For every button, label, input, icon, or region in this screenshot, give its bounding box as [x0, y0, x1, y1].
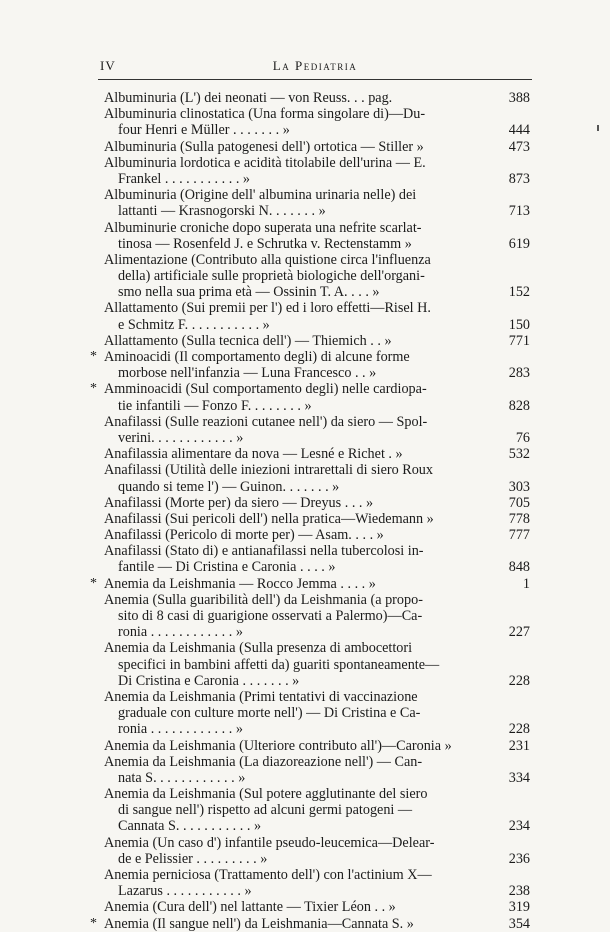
entry-text: four Henri e Müller . . . . . . . » [118, 122, 290, 139]
entry-text: lattanti — Krasnogorski N. . . . . . . » [118, 203, 326, 220]
entry-text: Anemia (Sulla guaribilità dell') da Leishmania (a propo- [104, 591, 423, 608]
index-entry [104, 835, 530, 867]
entry-page-number: 236 [508, 850, 530, 867]
entry-text: Anemia da Leishmania — Rocco Jemma . . . . » [104, 575, 376, 592]
entry-text: Anafilassi (Pericolo di morte per) — Asam. . . . » [104, 527, 384, 544]
entry-text: Anemia (Il sangue nell') da Leishmania—Cannata S. » [104, 915, 414, 932]
entry-line [104, 689, 530, 705]
running-title: La Pediatria [272, 58, 358, 73]
index-entry [104, 220, 530, 252]
entry-text: Anemia perniciosa (Trattamento dell') con l'actinium X— [104, 867, 432, 883]
entry-page-number: 231 [508, 737, 530, 754]
entry-text: Anemia (Cura dell') nel lattante — Tixier Léon . . » [104, 899, 396, 916]
entry-text: Albuminuria clinostatica (Una forma singolare di)—Du- [104, 106, 426, 123]
index-entry [104, 592, 530, 641]
index-entry [104, 867, 530, 899]
entry-page-number: 619 [508, 235, 530, 252]
entry-line [90, 349, 530, 365]
entry-line [104, 673, 530, 689]
entry-line [104, 317, 530, 333]
asterisk-mark: * [90, 915, 97, 931]
entry-page-number: 778 [508, 510, 530, 527]
entry-page-number: 444 [508, 122, 530, 139]
entry-text: verini. . . . . . . . . . . . » [118, 429, 244, 446]
index-entry [104, 139, 530, 155]
index-entry [104, 640, 530, 689]
entry-line [104, 770, 530, 786]
index-entry [104, 527, 530, 543]
entry-text: Anemia da Leishmania (Ulteriore contributo all')—Caronia » [104, 737, 452, 754]
page-header [100, 58, 530, 78]
entry-page-number: 238 [508, 883, 530, 900]
entry-page-number: 303 [508, 478, 530, 495]
entry-line [104, 252, 530, 268]
entry-line [104, 899, 530, 915]
entry-line [104, 511, 530, 527]
index-entry [104, 252, 530, 301]
entry-text: Albuminuria (Origine dell' albumina urinaria nelle) dei [104, 187, 417, 204]
index-entry [104, 689, 530, 738]
entry-page-number: 705 [508, 494, 530, 511]
entry-text: della) artificiale sulle proprietà biologiche dell'organi- [118, 268, 425, 285]
entry-page-number: 234 [508, 818, 530, 835]
entry-line [104, 236, 530, 252]
entry-line [104, 139, 530, 155]
entry-line [104, 495, 530, 511]
entry-line [104, 187, 530, 203]
index-entry [104, 738, 530, 754]
entry-page-number: 873 [508, 170, 530, 187]
entry-text: morbose nell'infanzia — Luna Francesco . . » [118, 365, 377, 382]
entry-text: Alimentazione (Contributo alla quistione circa l'influenza [104, 251, 431, 268]
entry-line [104, 786, 530, 802]
entry-line [104, 333, 530, 349]
index-entry [104, 155, 530, 187]
entry-page-number: 532 [508, 446, 530, 463]
entry-line [104, 414, 530, 430]
entry-page-number: 283 [508, 365, 530, 382]
index-entry [104, 333, 530, 349]
entry-page-number: 828 [508, 397, 530, 414]
entry-line [104, 284, 530, 300]
entry-text: Anafilassia alimentare da nova — Lesné e Richet . » [104, 446, 403, 463]
entry-line [104, 624, 530, 640]
index-entry [104, 786, 530, 835]
entry-line [104, 479, 530, 495]
entry-line [104, 818, 530, 834]
entry-line [104, 122, 530, 138]
index-entry [90, 915, 530, 932]
index-entry [104, 90, 530, 106]
entry-text: tinosa — Rosenfeld J. e Schrutka v. Rectenstamm » [118, 235, 412, 252]
index-entry [104, 106, 530, 138]
entry-text: Allattamento (Sulla tecnica dell') — Thiemich . . » [104, 332, 392, 349]
entry-text: Aminoacidi (Il comportamento degli) di alcune forme [104, 349, 410, 365]
index-entry [104, 414, 530, 446]
asterisk-mark: * [90, 381, 97, 397]
entry-text: smo nella sua prima età — Ossinin T. A. . . . » [118, 284, 380, 301]
index-entry [90, 381, 530, 414]
entry-text: Albuminurie croniche dopo superata una nefrite scarlat- [104, 219, 422, 236]
index-entry [104, 754, 530, 786]
entry-text: Allattamento (Sui premii per l') ed i loro effetti—Risel H. [104, 300, 431, 317]
entry-line [104, 802, 530, 818]
entry-text: graduale con culture morte nell') — Di Cristina e Ca- [118, 705, 421, 722]
entry-page-number: 777 [508, 527, 530, 544]
index-list [90, 90, 530, 932]
entry-text: Anemia da Leishmania (Sulla presenza di ambocettori [104, 640, 413, 657]
entry-page-number: 228 [508, 672, 530, 689]
entry-page-number: 152 [508, 284, 530, 301]
entry-line [104, 657, 530, 673]
index-entry [104, 543, 530, 575]
entry-text: fantile — Di Cristina e Caronia . . . . » [118, 559, 336, 576]
entry-text: Anafilassi (Sui pericoli dell') nella pratica—Wiedemann » [104, 510, 434, 527]
entry-text: Lazarus . . . . . . . . . . . » [118, 883, 252, 900]
entry-page-number: 76 [515, 429, 530, 446]
entry-line [104, 203, 530, 219]
entry-line [104, 543, 530, 559]
entry-line [104, 446, 530, 462]
entry-text: e Schmitz F. . . . . . . . . . . » [118, 316, 270, 333]
entry-text: quando si teme l') — Guinon. . . . . . . » [118, 478, 340, 495]
asterisk-mark: * [90, 575, 97, 591]
entry-page-number: 771 [508, 332, 530, 349]
entry-text: Anafilassi (Sulle reazioni cutanee nell') da siero — Spol- [104, 413, 428, 430]
entry-text: Albuminuria (L') dei neonati — von Reuss. . . pag. [104, 90, 393, 106]
entry-text: Albuminuria (Sulla patogenesi dell') ortotica — Stiller » [104, 138, 424, 155]
entry-line [104, 738, 530, 754]
index-entry [90, 575, 530, 592]
entry-text: sito di 8 casi di guarigione osservati a Palermo)—Ca- [118, 608, 423, 624]
entry-line [104, 527, 530, 543]
entry-text: ronia . . . . . . . . . . . . » [118, 721, 243, 738]
entry-line [104, 883, 530, 899]
entry-line [90, 381, 530, 398]
index-entry [90, 349, 530, 382]
entry-line [104, 721, 530, 737]
margin-mark [597, 125, 599, 131]
entry-text: Di Cristina e Caronia . . . . . . . » [118, 672, 300, 689]
entry-text: Anafilassi (Utilità delle iniezioni intrarettali di siero Roux [104, 462, 433, 479]
entry-line [104, 608, 530, 624]
page-number: IV [100, 58, 116, 73]
entry-text: Albuminuria lordotica e acidità titolabile dell'urina — E. [104, 154, 426, 171]
entry-line [104, 155, 530, 171]
index-entry [104, 511, 530, 527]
entry-text: Anemia da Leishmania (Primi tentativi di vaccinazione [104, 688, 418, 705]
entry-line [104, 640, 530, 656]
entry-page-number: 228 [508, 721, 530, 738]
entry-text: di sangue nell') rispetto ad alcuni germi patogeni — [118, 802, 413, 819]
index-entry [104, 495, 530, 511]
entry-line [104, 300, 530, 316]
entry-page-number: 388 [508, 90, 530, 106]
entry-page-number: 334 [508, 769, 530, 786]
asterisk-mark: * [90, 349, 97, 364]
entry-line [104, 171, 530, 187]
entry-text: Anemia (Un caso d') infantile pseudo-leucemica—Delear- [104, 834, 435, 851]
entry-line [104, 90, 530, 106]
entry-line [104, 867, 530, 883]
entry-line [104, 851, 530, 867]
index-entry [104, 446, 530, 462]
entry-line [104, 754, 530, 770]
index-entry [104, 462, 530, 494]
entry-line [104, 398, 530, 414]
entry-page-number: 848 [508, 559, 530, 576]
entry-page-number: 1 [522, 575, 530, 592]
entry-text: de e Pelissier . . . . . . . . . » [118, 850, 268, 867]
index-entry [104, 300, 530, 332]
entry-text: specifici in bambini affetti da) guariti spontaneamente— [118, 656, 440, 673]
entry-line [104, 430, 530, 446]
entry-text: Anemia da Leishmania (La diazoreazione nell') — Can- [104, 753, 423, 770]
entry-line [104, 365, 530, 381]
entry-line [104, 705, 530, 721]
entry-text: Frankel . . . . . . . . . . . » [118, 170, 251, 187]
entry-line [104, 220, 530, 236]
entry-text: tie infantili — Fonzo F. . . . . . . . » [118, 397, 312, 414]
entry-page-number: 354 [508, 915, 530, 932]
entry-text: Amminoacidi (Sul comportamento degli) nelle cardiopa- [104, 381, 427, 398]
entry-text: Cannata S. . . . . . . . . . . » [118, 818, 262, 835]
index-entry [104, 899, 530, 915]
entry-text: Anemia da Leishmania (Sul potere agglutinante del siero [104, 786, 428, 803]
entry-text: ronia . . . . . . . . . . . . » [118, 624, 243, 641]
entry-text: Anafilassi (Morte per) da siero — Dreyus . . . » [104, 494, 374, 511]
entry-line [104, 106, 530, 122]
entry-page-number: 319 [508, 899, 530, 916]
entry-text: nata S. . . . . . . . . . . . » [118, 769, 246, 786]
entry-text: Anafilassi (Stato di) e antianafilassi nella tubercolosi in- [104, 543, 424, 560]
header-rule [98, 79, 532, 80]
entry-line [90, 915, 530, 932]
entry-page-number: 227 [508, 624, 530, 641]
index-entry [104, 187, 530, 219]
entry-page-number: 473 [508, 138, 530, 155]
entry-line [104, 835, 530, 851]
entry-line [104, 559, 530, 575]
entry-line [104, 268, 530, 284]
entry-page-number: 150 [508, 316, 530, 333]
entry-line [90, 575, 530, 592]
entry-line [104, 592, 530, 608]
entry-page-number: 713 [508, 203, 530, 220]
entry-line [104, 462, 530, 478]
